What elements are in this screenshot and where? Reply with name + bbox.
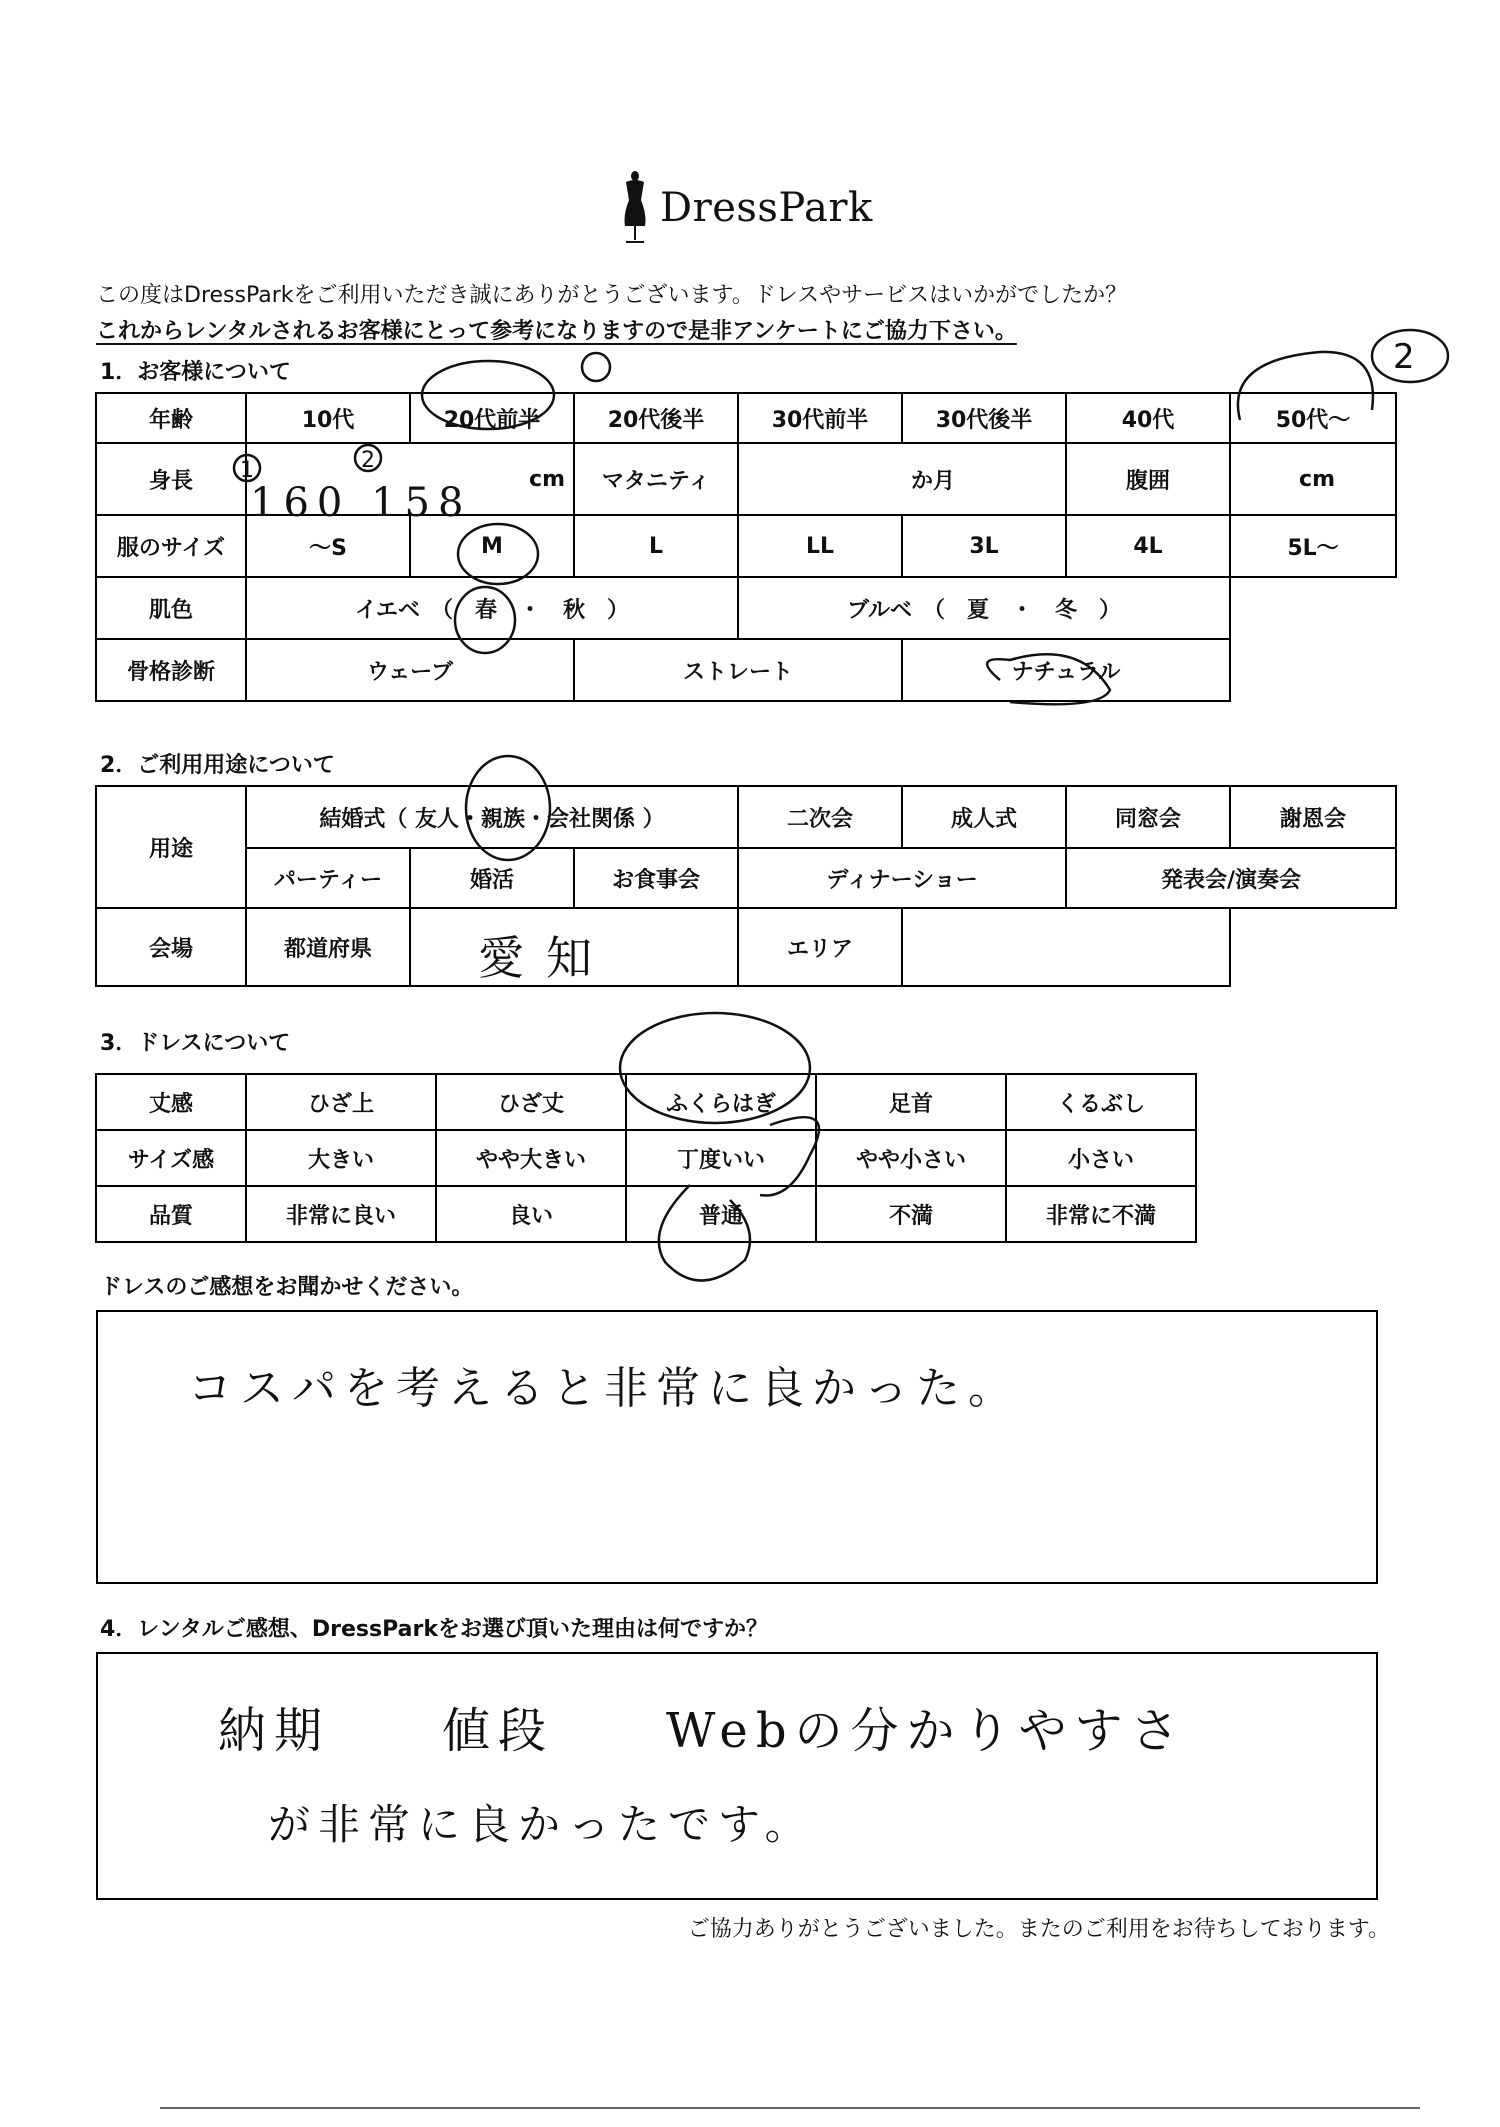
waist-label: 腹囲: [1066, 443, 1230, 515]
prefecture-label: 都道府県: [246, 908, 410, 986]
size-option[interactable]: 3L: [902, 515, 1066, 577]
quality-option[interactable]: 非常に良い: [246, 1186, 436, 1242]
empty-cell: [1230, 577, 1396, 639]
size-option[interactable]: ～S: [246, 515, 410, 577]
frame-option[interactable]: ナチュラル: [902, 639, 1230, 701]
length-option[interactable]: くるぶし: [1006, 1074, 1196, 1130]
purpose-option[interactable]: 謝恩会: [1230, 786, 1396, 848]
length-label: 丈感: [96, 1074, 246, 1130]
age-option[interactable]: 20代後半: [574, 393, 738, 443]
skin-label: 肌色: [96, 577, 246, 639]
maternity-label: マタニティ: [574, 443, 738, 515]
height-unit: cm: [529, 466, 565, 492]
section1-title: 1．お客様について: [100, 360, 291, 385]
fit-option[interactable]: 丁度いい: [626, 1130, 816, 1186]
dress-comment-box[interactable]: [96, 1310, 1378, 1584]
quality-option[interactable]: 良い: [436, 1186, 626, 1242]
quality-option[interactable]: 普通: [626, 1186, 816, 1242]
fit-option[interactable]: やや大きい: [436, 1130, 626, 1186]
size-option[interactable]: L: [574, 515, 738, 577]
quality-label: 品質: [96, 1186, 246, 1242]
maternity-field[interactable]: [738, 443, 1066, 515]
quality-option[interactable]: 非常に不満: [1006, 1186, 1196, 1242]
height-handwritten: 160 158: [250, 480, 472, 526]
age-label: 年齢: [96, 393, 246, 443]
size-option[interactable]: LL: [738, 515, 902, 577]
age-option[interactable]: 50代～: [1230, 393, 1396, 443]
purpose-option[interactable]: 婚活: [410, 848, 574, 908]
prefecture-handwritten: 愛知: [478, 931, 614, 985]
empty-cell: [1230, 639, 1396, 701]
annotation-number-2: 2: [1393, 337, 1415, 377]
dress-comment-handwritten: コスパを考えると非常に良かった。: [188, 1363, 1020, 1414]
skin-warm-option[interactable]: イエベ （ 春 ・ 秋 ）: [246, 577, 738, 639]
purpose-option[interactable]: 二次会: [738, 786, 902, 848]
age-option[interactable]: 20代前半: [410, 393, 574, 443]
age-option[interactable]: 30代後半: [902, 393, 1066, 443]
purpose-label: 用途: [96, 786, 246, 908]
fit-option[interactable]: 大きい: [246, 1130, 436, 1186]
brand-name: DressPark: [660, 185, 873, 231]
circle-mark-number: [1372, 330, 1448, 382]
section3-title: 3．ドレスについて: [100, 1031, 291, 1056]
dress-table: [95, 1073, 1197, 1243]
skin-cool-option[interactable]: ブルベ （ 夏 ・ 冬 ）: [738, 577, 1230, 639]
age-option[interactable]: 40代: [1066, 393, 1230, 443]
reason-handwritten-line1: 納期 値段 Webの分かりやすさ: [218, 1703, 1187, 1759]
age-option[interactable]: 30代前半: [738, 393, 902, 443]
size-option[interactable]: 4L: [1066, 515, 1230, 577]
annotation-number-2b: 2: [361, 448, 375, 473]
purpose-option[interactable]: お食事会: [574, 848, 738, 908]
height-label: 身長: [96, 443, 246, 515]
dress-form-icon: [620, 170, 650, 246]
quality-option[interactable]: 不満: [816, 1186, 1006, 1242]
purpose-option[interactable]: 同窓会: [1066, 786, 1230, 848]
size-option[interactable]: 5L～: [1230, 515, 1396, 577]
reason-handwritten-line2: が非常に良かったです。: [268, 1800, 815, 1849]
area-label: エリア: [738, 908, 902, 986]
reason-comment-box[interactable]: [96, 1652, 1378, 1900]
frame-label: 骨格診断: [96, 639, 246, 701]
small-circle-mark: [582, 353, 610, 381]
months-unit: か月: [910, 468, 955, 494]
empty-cell: [1230, 908, 1396, 986]
purpose-table: [95, 785, 1397, 987]
section4-title: 4．レンタルご感想、DressParkをお選び頂いた理由は何ですか？: [100, 1617, 768, 1642]
venue-label: 会場: [96, 908, 246, 986]
purpose-option[interactable]: ディナーショー: [738, 848, 1066, 908]
customer-table: [95, 392, 1397, 702]
length-option[interactable]: ふくらはぎ: [626, 1074, 816, 1130]
size-label: 服のサイズ: [96, 515, 246, 577]
frame-option[interactable]: ストレート: [574, 639, 902, 701]
section2-title: 2．ご利用用途について: [100, 753, 335, 778]
wedding-option[interactable]: 結婚式（ 友人・親族・会社関係 ）: [246, 786, 738, 848]
frame-option[interactable]: ウェーブ: [246, 639, 574, 701]
length-option[interactable]: ひざ上: [246, 1074, 436, 1130]
waist-unit: cm: [1299, 466, 1335, 492]
length-option[interactable]: 足首: [816, 1074, 1006, 1130]
age-option[interactable]: 10代: [246, 393, 410, 443]
fit-option[interactable]: 小さい: [1006, 1130, 1196, 1186]
waist-field[interactable]: [1230, 443, 1396, 515]
size-option[interactable]: M: [410, 515, 574, 577]
fit-option[interactable]: やや小さい: [816, 1130, 1006, 1186]
purpose-option[interactable]: 発表会/演奏会: [1066, 848, 1396, 908]
purpose-option[interactable]: 成人式: [902, 786, 1066, 848]
closing-message: ご協力ありがとうございました。またのご利用をお待ちしております。: [687, 1917, 1390, 1942]
comment-prompt: ドレスのご感想をお聞かせください。: [100, 1275, 474, 1300]
purpose-option[interactable]: パーティー: [246, 848, 410, 908]
intro-request: これからレンタルされるお客様にとって参考になりますので是非アンケートにご協力下さい。: [96, 319, 1017, 344]
length-option[interactable]: ひざ丈: [436, 1074, 626, 1130]
intro-text: この度はDressParkをご利用いただき誠にありがとうございます。ドレスやサービスはいかがでしたか？: [96, 283, 1128, 308]
annotation-number-1: 1: [240, 458, 254, 483]
area-field[interactable]: [902, 908, 1230, 986]
brand-logo: [620, 170, 873, 246]
fit-label: サイズ感: [96, 1130, 246, 1186]
